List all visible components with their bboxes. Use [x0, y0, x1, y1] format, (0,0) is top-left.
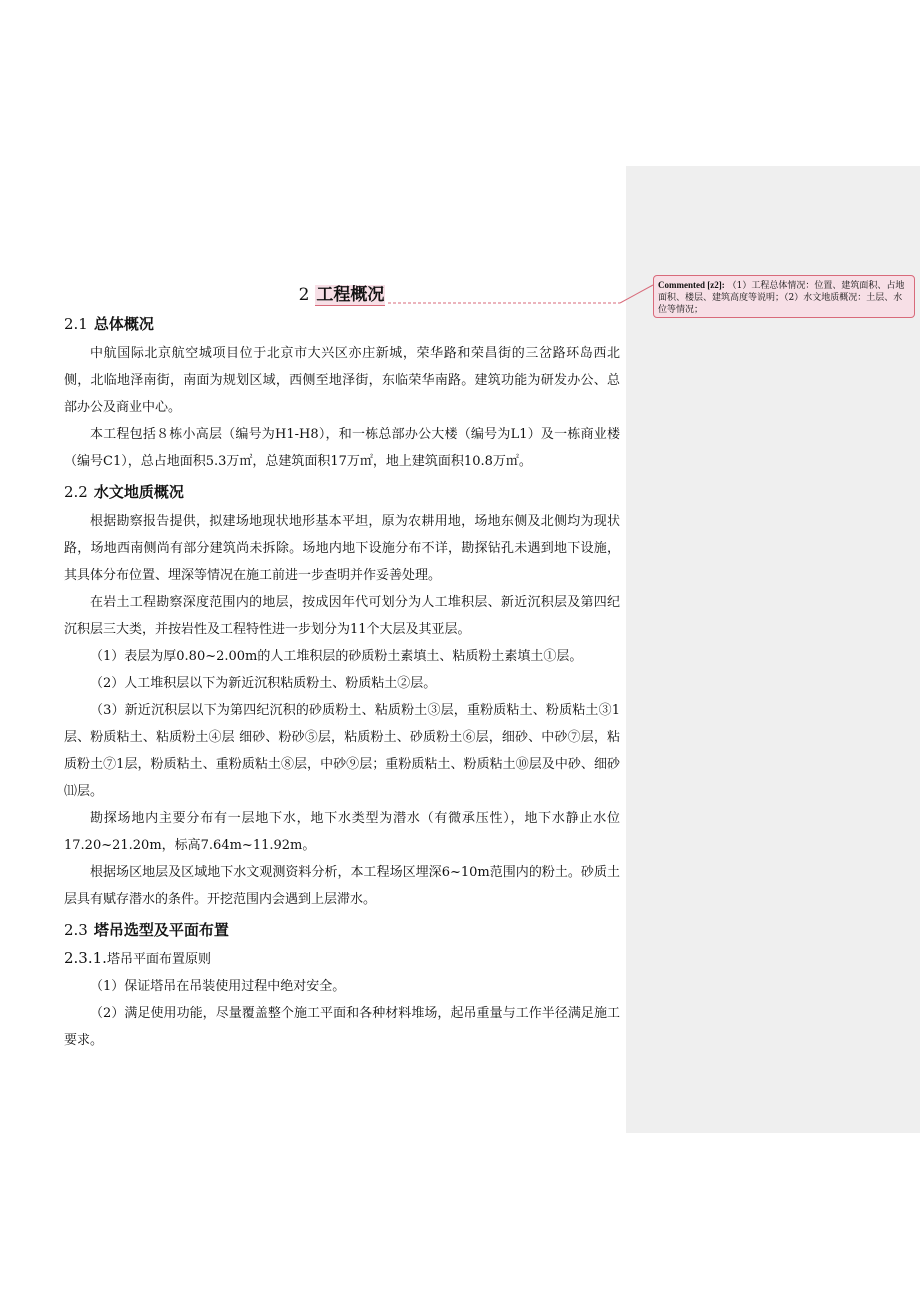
chapter-heading [64, 280, 620, 305]
list-item: （1）表层为厚0.80~2.00m的人工堆积层的砂质粉土素填土、粘质粉土素填土①层。 [90, 649, 583, 664]
subsection-number: 2.3.1. [64, 949, 107, 967]
section-title: 塔吊选型及平面布置 [93, 921, 229, 939]
list-item: （3）新近沉积层以下为第四纪沉积的砂质粉土、粘质粉土③层，重粉质粘土、粉质粘土③1层、粉质粘土、粘质粉土④层 细砂、粉砂⑤层，粘质粉土、砂质粉土⑥层，细砂、中砂⑦层，粘质粉土⑦1层，粉质粘土、重粉质粘土⑧层，中砂⑨层；重粉质粘土、粉质粘土⑩层及中砂、细砂⑾层。 [64, 703, 620, 799]
paragraph: 勘探场地内主要分布有一层地下水，地下水类型为潜水（有微承压性），地下水静止水位17.20~21.20m，标高7.64m~11.92m。 [64, 811, 620, 853]
paragraph: 本工程包括８栋小高层（编号为H1-H8），和一栋总部办公大楼（编号为L1）及一栋商业楼（编号C1），总占地面积5.3万㎡，总建筑面积17万㎡，地上建筑面积10.8万㎡。 [64, 427, 620, 469]
section-number: 2.2 [64, 483, 88, 501]
comment-balloon[interactable] [653, 275, 915, 318]
paragraph: 在岩土工程勘察深度范围内的地层，按成因年代可划分为人工堆积层、新近沉积层及第四纪沉积层三大类，并按岩性及工程特性进一步划分为11个大层及其亚层。 [64, 595, 620, 637]
subsection-heading-2-3-1 [64, 948, 620, 967]
chapter-number: 2 [298, 285, 310, 305]
list-item: （2）人工堆积层以下为新近沉积粘质粉土、粉质粘土②层。 [90, 676, 437, 691]
list-item: （1）保证塔吊在吊装使用过程中绝对安全。 [90, 979, 346, 994]
comment-text: （1）工程总体情况：位置、建筑面积、占地面积、楼层、建筑高度等说明；（2）水文地质概况：土层、水位等情况； [658, 281, 905, 315]
section-heading-2-1 [64, 313, 620, 334]
paragraph: 中航国际北京航空城项目位于北京市大兴区亦庄新城，荣华路和荣昌街的三岔路环岛西北侧，北临地泽南街，南面为规划区域，西侧至地泽街，东临荣华南路。建筑功能为研发办公、总部办公及商业中心。 [64, 346, 620, 415]
document-body [64, 280, 620, 1054]
list-item: （2）满足使用功能，尽量覆盖整个施工平面和各种材料堆场，起吊重量与工作半径满足施工要求。 [64, 1006, 620, 1048]
section-title: 水文地质概况 [93, 483, 184, 501]
section-number: 2.3 [64, 921, 88, 939]
paragraph: 根据勘察报告提供，拟建场地现状地形基本平坦，原为农耕用地，场地东侧及北侧均为现状路，场地西南侧尚有部分建筑尚未拆除。场地内地下设施分布不详，勘探钻孔未遇到地下设施，其具体分布位置、埋深等情况在施工前进一步查明并作妥善处理。 [64, 514, 620, 583]
subsection-title: 塔吊平面布置原则 [106, 952, 211, 967]
section-heading-2-2 [64, 481, 620, 502]
chapter-title[interactable]: 工程概况 [316, 285, 385, 305]
section-number: 2.1 [64, 315, 88, 333]
section-heading-2-3 [64, 919, 620, 940]
paragraph: 根据场区地层及区域地下水文观测资料分析，本工程场区埋深6~10m范围内的粉土。砂质土层具有赋存潜水的条件。开挖范围内会遇到上层滞水。 [64, 865, 620, 907]
section-title: 总体概况 [93, 315, 154, 333]
comment-author: Commented [z2]: [658, 280, 725, 290]
